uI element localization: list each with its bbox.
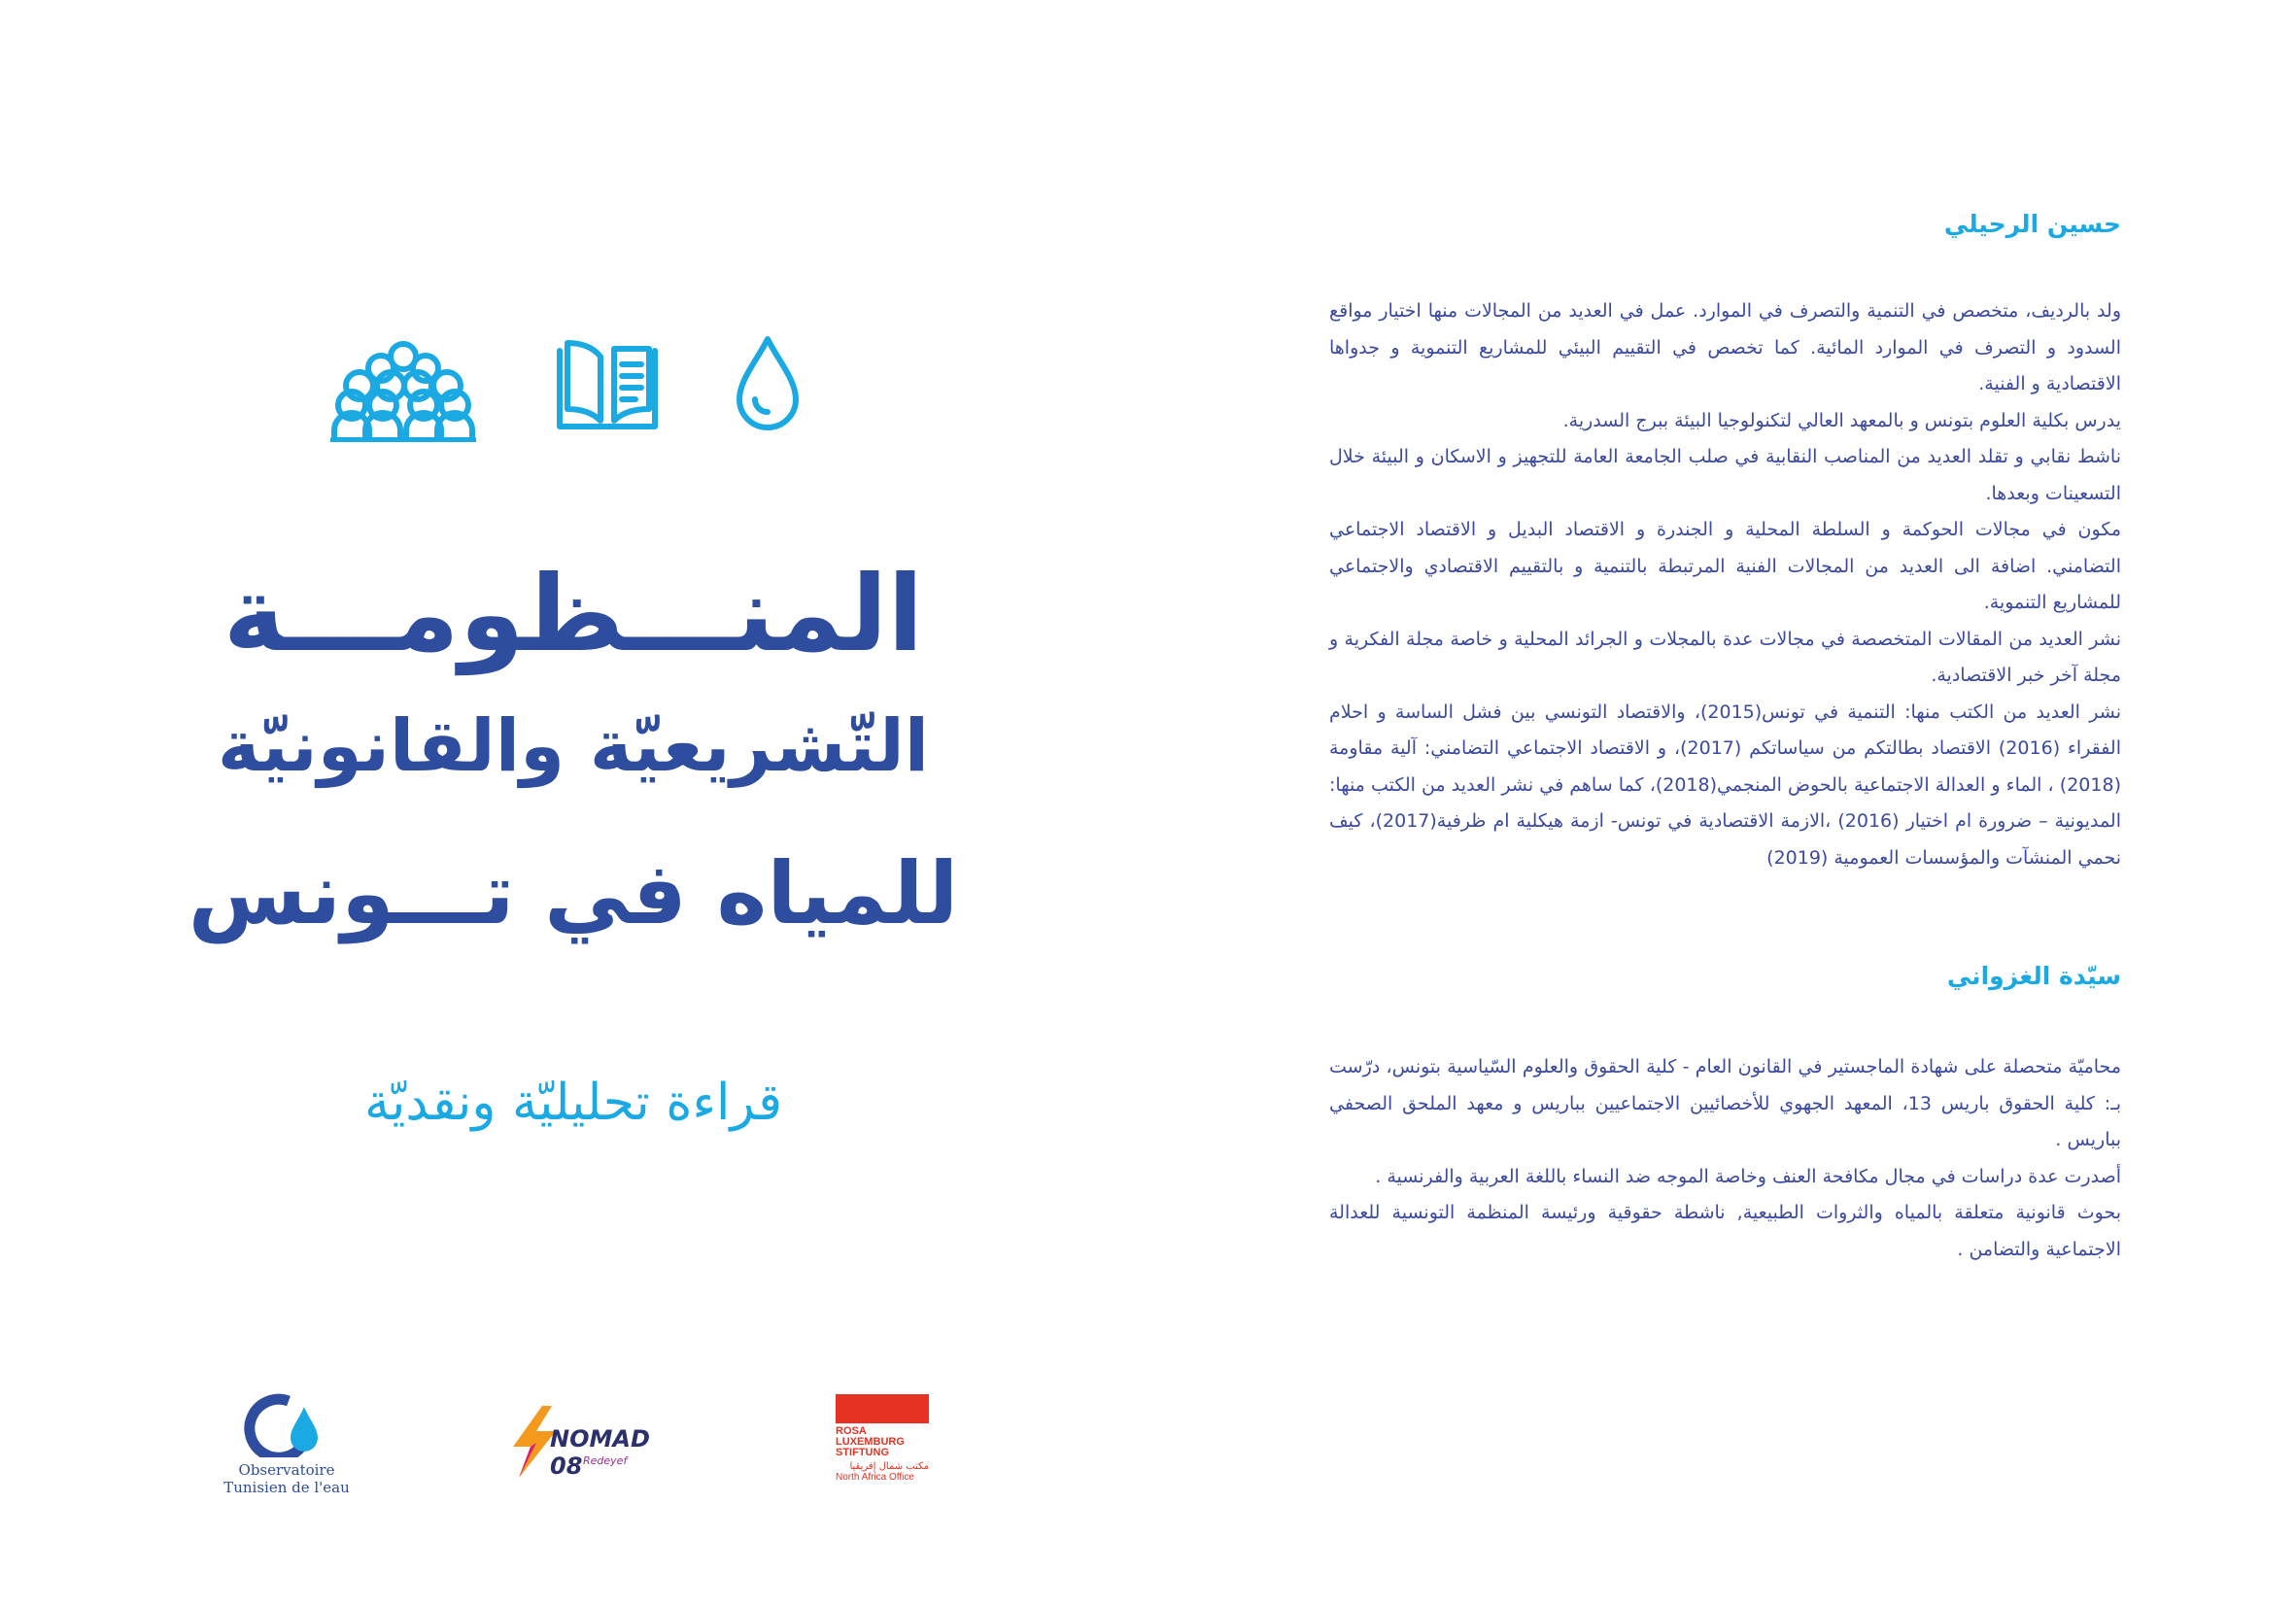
open-book-icon — [554, 335, 661, 432]
observatoire-name-2: Tunisien de l'eau — [223, 1479, 350, 1496]
observatoire-mark-icon — [238, 1389, 335, 1457]
author-2-bio — [1329, 1049, 2121, 1268]
title-line-2: التّشريعيّة والقانونيّة — [217, 704, 930, 788]
title-line-1: المنـــظومـــة — [223, 554, 924, 675]
author-1-paragraph: نشر العديد من الكتب منها: التنمية في تونس(2015)، والاقتصاد التونسي بين فشل الساسة و احلام الفقراء (2016) الاقتصاد بطالتكم من سياساتكم (2017)، و الاقتصاد الاجتماعي التضامني: آلية مقاومة (2018) ، الماء و العدالة الاجتماعية بالحوض المنجمي(2018)، كما ساهم في نشر العديد من الكتب منها: المديونية – ضرورة ام اختيار (2016) ،الازمة الاقتصادية في تونس- ازمة هيكلية ام ظرفية(2017)، كيف نحمي المنشآت والمؤسسات العمومية (2019) — [1329, 701, 2121, 869]
rosa-line-3: STIFTUNG — [836, 1447, 889, 1458]
author-1-bio — [1329, 293, 2121, 876]
nomad-sub: Redeyef — [583, 1454, 628, 1467]
rosa-arabic: مكتب شمال إفريقيا — [849, 1461, 929, 1472]
author-2-paragraph: أصدرت عدة دراسات في مجال مكافحة العنف وخاصة الموجه ضد النساء باللغة العربية والفرنسية . — [1375, 1165, 2121, 1187]
water-drop-icon — [734, 335, 802, 432]
rosa-luxemburg-logo — [836, 1394, 942, 1483]
author-1-paragraph: ناشط نقابي و تقلد العديد من المناصب النقابية في صلب الجامعة العامة للتجهيز و الاسكان و البيئة خلال التسعينات وبعدها. — [1329, 446, 2121, 504]
rosa-office: North Africa Office — [836, 1472, 914, 1483]
people-group-icon — [330, 335, 476, 442]
observatoire-name-1: Observatoire — [238, 1461, 335, 1479]
author-1-name: حسين الرحيلي — [1943, 210, 2121, 238]
icon-row — [330, 335, 816, 452]
nomad-text: NOMAD 08 — [550, 1425, 650, 1480]
rosa-red-block — [836, 1394, 929, 1423]
subtitle: قراءة تحليليّة ونقديّة — [363, 1074, 782, 1132]
author-2-paragraph: محاميّة متحصلة على شهادة الماجستير في القانون العام - كلية الحقوق والعلوم السّياسية بتونس، درّست بـ: كلية الحقوق باريس 13، المعهد الجهوي للأخصائيين الاجتماعيين بباريس و معهد الملحق الصحفي بباريس . — [1329, 1056, 2121, 1150]
observatoire-logo — [214, 1389, 360, 1496]
title-line-3: للمياه في تـــونس — [188, 843, 959, 943]
author-1-paragraph: نشر العديد من المقالات المتخصصة في مجالات عدة بالمجلات و الجرائد المحلية و خاصة مجلة الفكرية و مجلة آخر خبر الاقتصادية. — [1329, 628, 2121, 686]
rosa-line-2: LUXEMBURG — [836, 1436, 905, 1448]
author-2-paragraph: بحوث قانونية متعلقة بالمياه والثروات الطبيعية, ناشطة حقوقية ورئيسة المنظمة التونسية للعدالة الاجتماعية والتضامن . — [1329, 1202, 2121, 1260]
author-1-paragraph: ولد بالرديف، متخصص في التنمية والتصرف في الموارد. عمل في العديد من المجالات منها اختيار مواقع السدود و التصرف في الموارد المائية. كما تخصص في التقييم البيئي للمشاريع التنموية و جدواها الاقتصادية و الفنية. — [1329, 300, 2121, 394]
author-2-name: سيّدة الغزواني — [1946, 962, 2121, 990]
author-1-paragraph: مكون في مجالات الحوكمة و السلطة المحلية و الجندرة و الاقتصاد البديل و الاقتصاد الاجتماعي التضامني. اضافة الى العديد من المجالات الفنية المرتبطة بالتنمية و بالتقييم الاقتصادي والاجتماعي للمشاريع التنموية. — [1329, 519, 2121, 613]
rosa-line-1: ROSA — [836, 1425, 867, 1437]
nomad-logo — [505, 1404, 680, 1482]
author-1-paragraph: يدرس بكلية العلوم بتونس و بالمعهد العالي لتكنولوجيا البيئة ببرج السدرية. — [1562, 409, 2121, 431]
